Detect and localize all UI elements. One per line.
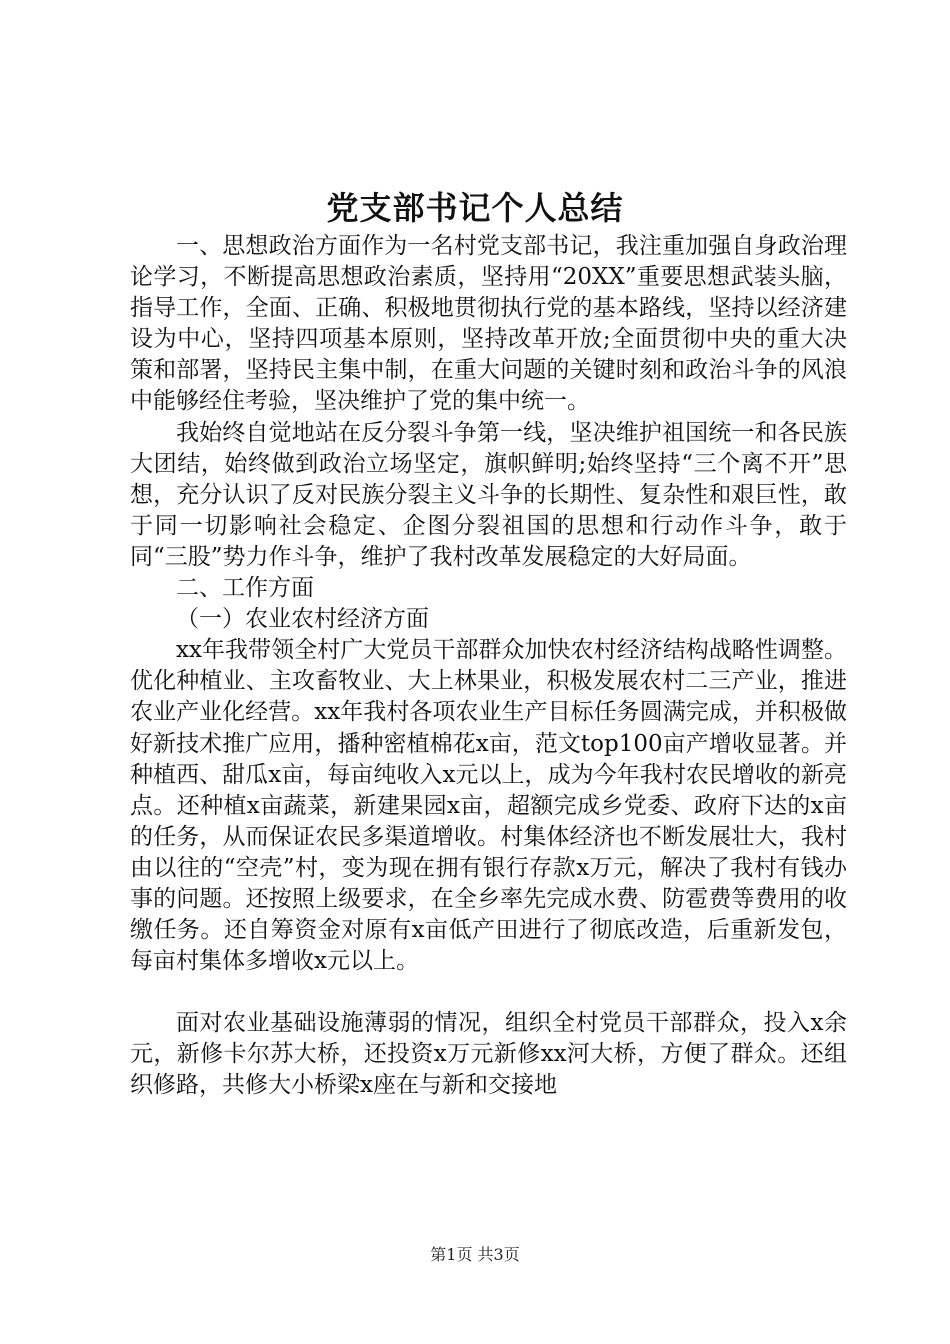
subsection-heading-agriculture: （一）农业农村经济方面	[176, 606, 429, 633]
page-footer: 第1页 共3页	[430, 1245, 520, 1264]
paragraph-political: 一、思想政治方面作为一名村党支部书记，我注重加强自身政治理论学习，不断提高思想政治素质，坚持用“20XX”重要思想武装头脑，指导工作，全面、正确、积极地贯彻执行党的基本路线，坚持以经济建设为中心，坚持四项基本原则，坚持改革开放;全面贯彻中央的重大决策和部署，坚持民主集中制，在重大问题的关键时刻和政治斗争的风浪中能够经住考验，坚决维护了党的集中统一。	[130, 233, 847, 415]
paragraph-anti-separatism: 我始终自觉地站在反分裂斗争第一线，坚决维护祖国统一和各民族大团结，始终做到政治立场坚定，旗帜鲜明;始终坚持“三个离不开”思想，充分认识了反对民族分裂主义斗争的长期性、复杂性和艰巨性，敢于同一切影响社会稳定、企图分裂祖国的思想和行动作斗争，敢于同“三股”势力作斗争，维护了我村改革发展稳定的大好局面。	[130, 419, 847, 570]
section-heading-work: 二、工作方面	[176, 575, 314, 602]
document-title: 党支部书记个人总结	[326, 189, 624, 227]
document-body	[130, 231, 847, 1102]
paragraph-infrastructure: 面对农业基础设施薄弱的情况，组织全村党员干部群众，投入x余元，新修卡尔苏大桥，还投资x万元新修xx河大桥，方便了群众。还组织修路，共修大小桥梁x座在与新和交接地	[130, 1010, 847, 1099]
paragraph-agriculture: xx年我带领全村广大党员干部群众加快农村经济结构战略性调整。优化种植业、主攻畜牧业、大上林果业，积极发展农村二三产业，推进农业产业化经营。xx年我村各项农业生产目标任务圆满完成，并积极做好新技术推广应用，播种密植棉花x亩，范文top100亩产增收显著。并种植西、甜瓜x亩，每亩纯收入x元以上，成为今年我村农民增收的新亮点。还种植x亩蔬菜，新建果园x亩，超额完成乡党委、政府下达的x亩的任务，从而保证农民多渠道增收。村集体经济也不断发展壮大，我村由以往的“空壳”村，变为现在拥有银行存款x万元，解决了我村有钱办事的问题。还按照上级要求，在全乡率先完成水费、防雹费等费用的收缴任务。还自筹资金对原有x亩低产田进行了彻底改造，后重新发包，每亩村集体多增收x元以上。	[130, 637, 847, 975]
